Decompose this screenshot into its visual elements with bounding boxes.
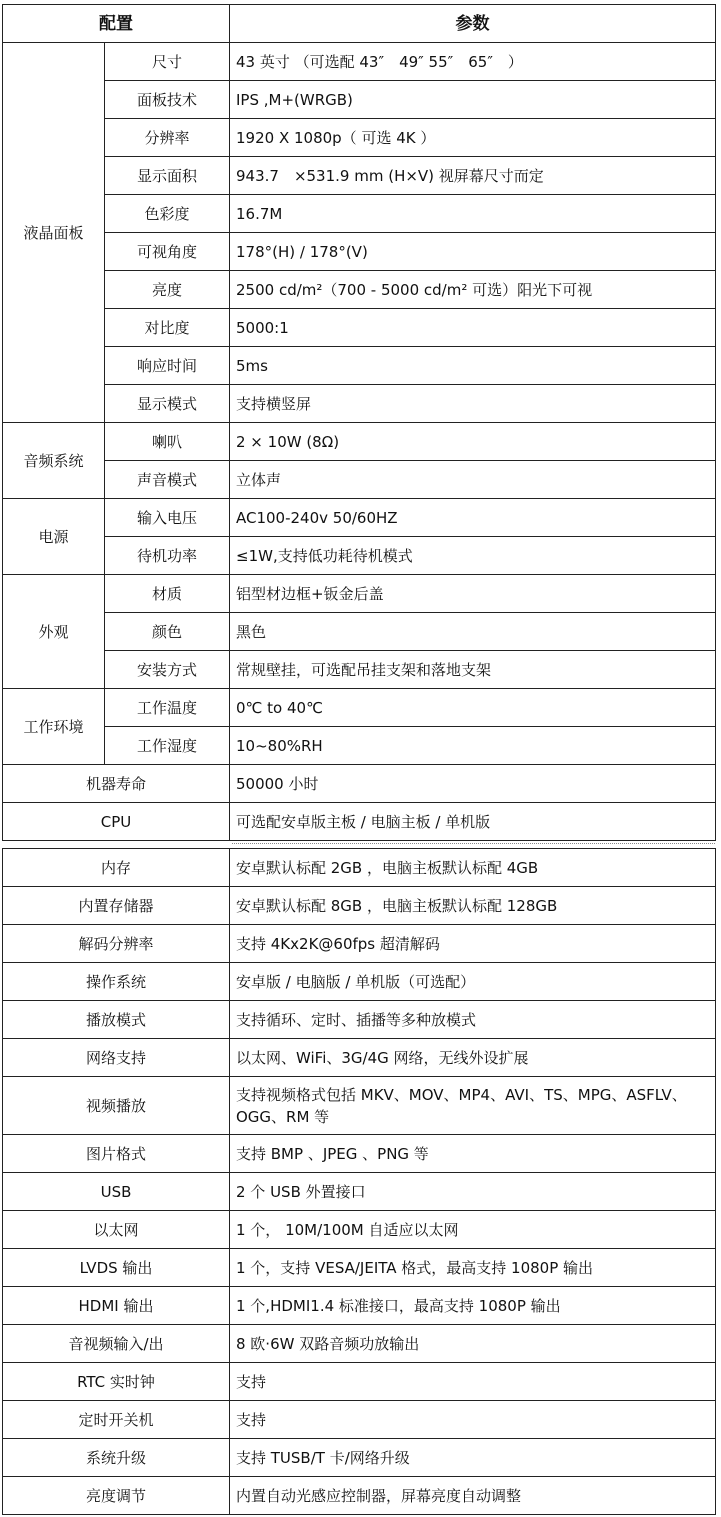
header-config: 配置 xyxy=(3,5,230,43)
row-value: 以太网、WiFi、3G/4G 网络，无线外设扩展 xyxy=(230,1039,716,1077)
row-label: 视频播放 xyxy=(3,1077,230,1135)
row-value: 支持 BMP 、JPEG 、PNG 等 xyxy=(230,1135,716,1173)
table-row xyxy=(3,887,716,925)
row-label: 色彩度 xyxy=(105,195,230,233)
row-value: 常规壁挂，可选配吊挂支架和落地支架 xyxy=(230,651,716,689)
row-label: 喇叭 xyxy=(105,423,230,461)
table-row xyxy=(3,651,716,689)
row-label: 安装方式 xyxy=(105,651,230,689)
spec-table-secondary xyxy=(2,848,716,1515)
row-value: 1 个， 10M/100M 自适应以太网 xyxy=(230,1211,716,1249)
table-row xyxy=(3,81,716,119)
table-row xyxy=(3,309,716,347)
row-value: 黑色 xyxy=(230,613,716,651)
table-row xyxy=(3,613,716,651)
row-label: 以太网 xyxy=(3,1211,230,1249)
row-label: 系统升级 xyxy=(3,1439,230,1477)
row-label: RTC 实时钟 xyxy=(3,1363,230,1401)
row-value: 立体声 xyxy=(230,461,716,499)
table-row xyxy=(3,1135,716,1173)
table-row xyxy=(3,765,716,803)
table-row xyxy=(3,1039,716,1077)
row-value: 支持横竖屏 xyxy=(230,385,716,423)
row-label: 显示模式 xyxy=(105,385,230,423)
table-row xyxy=(3,271,716,309)
row-value: 50000 小时 xyxy=(230,765,716,803)
row-label: 操作系统 xyxy=(3,963,230,1001)
table-row xyxy=(3,1287,716,1325)
table-row xyxy=(3,461,716,499)
row-value: 10~80%RH xyxy=(230,727,716,765)
row-value: 8 欧·6W 双路音频功放输出 xyxy=(230,1325,716,1363)
row-value: 178°(H) / 178°(V) xyxy=(230,233,716,271)
row-value: 安卓默认标配 8GB ，电脑主板默认标配 128GB xyxy=(230,887,716,925)
row-value: 943.7 ×531.9 mm (H×V) 视屏幕尺寸而定 xyxy=(230,157,716,195)
group-label: 电源 xyxy=(3,499,105,575)
row-label: HDMI 输出 xyxy=(3,1287,230,1325)
group-label: 外观 xyxy=(3,575,105,689)
table-row xyxy=(3,803,716,841)
row-value: 5ms xyxy=(230,347,716,385)
row-label: 内存 xyxy=(3,849,230,887)
table-row xyxy=(3,1211,716,1249)
row-value: 支持 4Kx2K@60fps 超清解码 xyxy=(230,925,716,963)
table-row xyxy=(3,1001,716,1039)
row-value: 2500 cd/m²（700 - 5000 cd/m² 可选）阳光下可视 xyxy=(230,271,716,309)
table-row xyxy=(3,1249,716,1287)
table-row xyxy=(3,925,716,963)
row-value: 1 个，支持 VESA/JEITA 格式，最高支持 1080P 输出 xyxy=(230,1249,716,1287)
table-row xyxy=(3,1363,716,1401)
row-value: 支持视频格式包括 MKV、MOV、MP4、AVI、TS、MPG、ASFLV、OGG、RM 等 xyxy=(230,1077,716,1135)
row-label: 分辨率 xyxy=(105,119,230,157)
table-row xyxy=(3,347,716,385)
header-row xyxy=(3,5,716,43)
table-row xyxy=(3,1077,716,1135)
row-label: USB xyxy=(3,1173,230,1211)
table-row xyxy=(3,1325,716,1363)
table-row xyxy=(3,385,716,423)
row-label: 材质 xyxy=(105,575,230,613)
row-label: 音视频输入/出 xyxy=(3,1325,230,1363)
table-row xyxy=(3,727,716,765)
row-value: 1 个,HDMI1.4 标准接口，最高支持 1080P 输出 xyxy=(230,1287,716,1325)
row-label: 解码分辨率 xyxy=(3,925,230,963)
row-label: 图片格式 xyxy=(3,1135,230,1173)
row-label: 颜色 xyxy=(105,613,230,651)
group-label: 音频系统 xyxy=(3,423,105,499)
header-params: 参数 xyxy=(230,5,716,43)
table-row xyxy=(3,157,716,195)
row-value: 可选配安卓版主板 / 电脑主板 / 单机版 xyxy=(230,803,716,841)
row-value: 0℃ to 40℃ xyxy=(230,689,716,727)
table-row xyxy=(3,1477,716,1515)
table-row xyxy=(3,1173,716,1211)
row-label: 响应时间 xyxy=(105,347,230,385)
table-row xyxy=(3,423,716,461)
row-label: 待机功率 xyxy=(105,537,230,575)
row-value: 2 × 10W (8Ω) xyxy=(230,423,716,461)
row-label: 亮度 xyxy=(105,271,230,309)
row-value: AC100-240v 50/60HZ xyxy=(230,499,716,537)
row-label: 工作湿度 xyxy=(105,727,230,765)
row-value: 支持循环、定时、插播等多种放模式 xyxy=(230,1001,716,1039)
row-value: 安卓默认标配 2GB ，电脑主板默认标配 4GB xyxy=(230,849,716,887)
row-value: 43 英寸 （可选配 43″ 49″ 55″ 65″ ） xyxy=(230,43,716,81)
table-row xyxy=(3,575,716,613)
table-row xyxy=(3,537,716,575)
row-label: 播放模式 xyxy=(3,1001,230,1039)
row-label: 机器寿命 xyxy=(3,765,230,803)
row-label: 可视角度 xyxy=(105,233,230,271)
row-value: ≤1W,支持低功耗待机模式 xyxy=(230,537,716,575)
row-value: 铝型材边框+钣金后盖 xyxy=(230,575,716,613)
row-label: 定时开关机 xyxy=(3,1401,230,1439)
row-label: 内置存储器 xyxy=(3,887,230,925)
row-label: 亮度调节 xyxy=(3,1477,230,1515)
table-row xyxy=(3,499,716,537)
table-row xyxy=(3,1439,716,1477)
table-row xyxy=(3,43,716,81)
page-divider xyxy=(232,843,715,844)
table-row xyxy=(3,849,716,887)
row-label: 声音模式 xyxy=(105,461,230,499)
row-value: 支持 TUSB/T 卡/网络升级 xyxy=(230,1439,716,1477)
row-value: IPS ,M+(WRGB) xyxy=(230,81,716,119)
row-label: CPU xyxy=(3,803,230,841)
row-label: 输入电压 xyxy=(105,499,230,537)
table-row xyxy=(3,1401,716,1439)
group-label: 液晶面板 xyxy=(3,43,105,423)
table-row xyxy=(3,119,716,157)
row-value: 支持 xyxy=(230,1401,716,1439)
row-value: 5000:1 xyxy=(230,309,716,347)
row-label: 对比度 xyxy=(105,309,230,347)
row-value: 1920 X 1080p（ 可选 4K ） xyxy=(230,119,716,157)
row-value: 16.7M xyxy=(230,195,716,233)
row-label: 尺寸 xyxy=(105,43,230,81)
row-label: 网络支持 xyxy=(3,1039,230,1077)
row-label: LVDS 输出 xyxy=(3,1249,230,1287)
table-row xyxy=(3,195,716,233)
row-label: 工作温度 xyxy=(105,689,230,727)
group-label: 工作环境 xyxy=(3,689,105,765)
row-value: 内置自动光感应控制器，屏幕亮度自动调整 xyxy=(230,1477,716,1515)
row-value: 安卓版 / 电脑版 / 单机版（可选配） xyxy=(230,963,716,1001)
row-label: 显示面积 xyxy=(105,157,230,195)
table-row xyxy=(3,689,716,727)
table-row xyxy=(3,963,716,1001)
row-value: 2 个 USB 外置接口 xyxy=(230,1173,716,1211)
spec-table-main xyxy=(2,4,716,841)
table-row xyxy=(3,233,716,271)
row-value: 支持 xyxy=(230,1363,716,1401)
row-label: 面板技术 xyxy=(105,81,230,119)
